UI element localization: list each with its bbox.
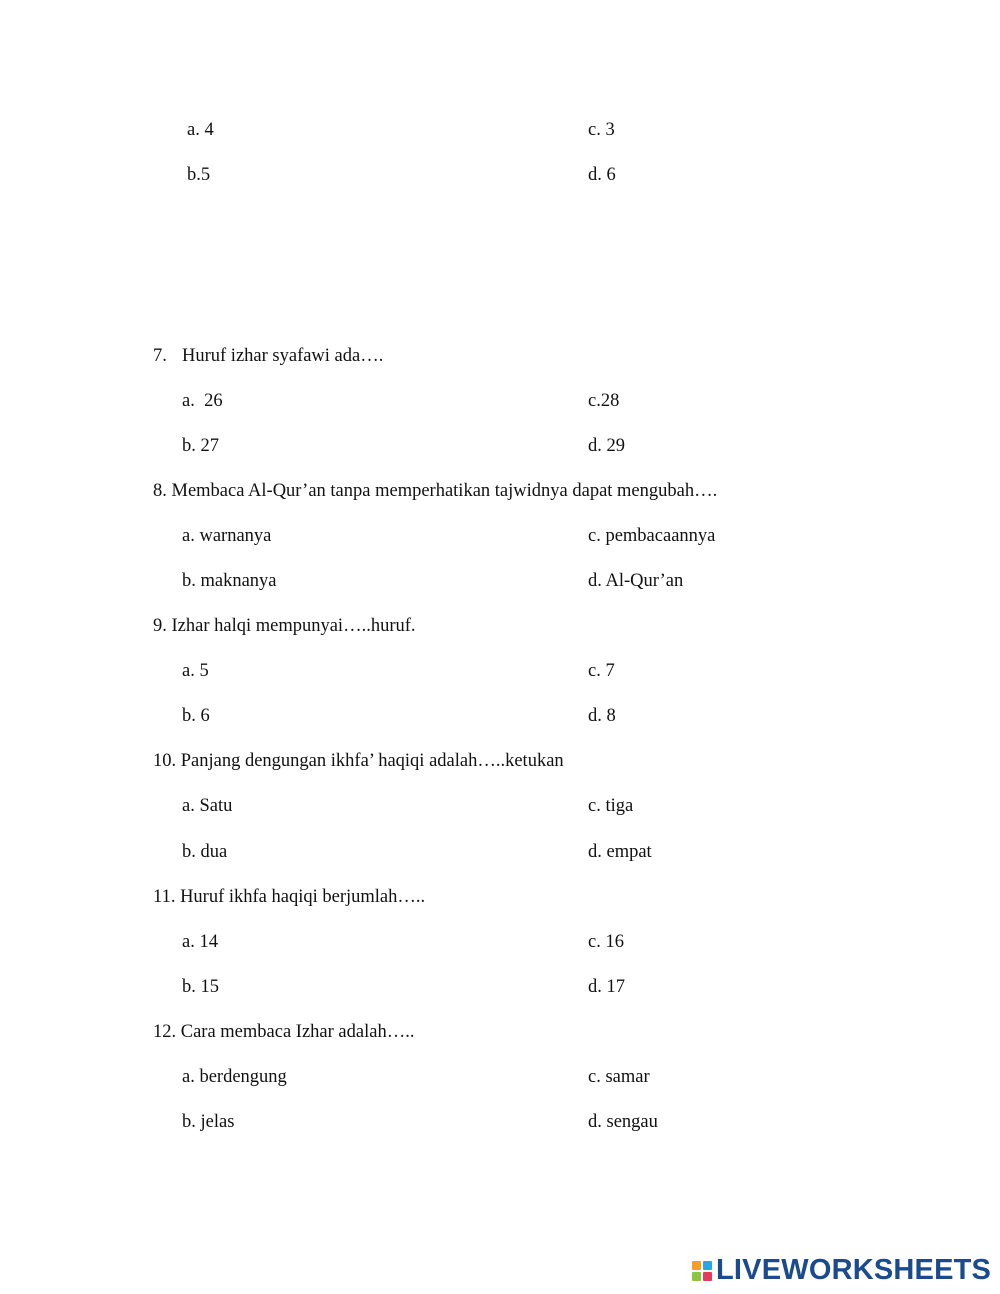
q11-question: 11. Huruf ikhfa haqiqi berjumlah….. [153, 887, 426, 907]
q7-option-a: a. 26 [182, 391, 223, 411]
q8-question: 8. Membaca Al-Qur’an tanpa memperhatikan tajwidnya dapat mengubah…. [153, 481, 718, 501]
q10-option-d: d. empat [588, 842, 652, 862]
q11-option-a: a. 14 [182, 932, 218, 952]
q10-option-c: c. tiga [588, 796, 634, 816]
q6-option-b: b.5 [187, 165, 211, 185]
q7-number: 7. [153, 346, 167, 366]
q7-option-b: b. 27 [182, 436, 219, 456]
q7-option-d: d. 29 [588, 436, 625, 456]
q8-option-d: d. Al-Qur’an [588, 571, 684, 591]
q6-option-c: c. 3 [588, 120, 615, 140]
q12-question: 12. Cara membaca Izhar adalah….. [153, 1022, 415, 1042]
q10-question: 10. Panjang dengungan ikhfa’ haqiqi adalah…..ketukan [153, 751, 564, 771]
q12-option-a: a. berdengung [182, 1067, 287, 1087]
q12-option-c: c. samar [588, 1067, 650, 1087]
logo-text: LIVEWORKSHEETS [716, 1253, 992, 1286]
q11-option-c: c. 16 [588, 932, 624, 952]
q12-option-b: b. jelas [182, 1112, 235, 1132]
logo-blocks-icon [692, 1261, 712, 1281]
liveworksheets-logo [692, 1255, 991, 1285]
q9-option-a: a. 5 [182, 661, 209, 681]
q7-question: Huruf izhar syafawi ada…. [182, 346, 384, 366]
q12-option-d: d. sengau [588, 1112, 658, 1132]
q6-option-a: a. 4 [187, 120, 214, 140]
q11-option-b: b. 15 [182, 977, 219, 997]
q9-option-d: d. 8 [588, 706, 616, 726]
q7-option-c: c.28 [588, 391, 620, 411]
q6-option-d: d. 6 [588, 165, 616, 185]
q8-option-b: b. maknanya [182, 571, 277, 591]
q8-option-c: c. pembacaannya [588, 526, 716, 546]
q9-option-c: c. 7 [588, 661, 615, 681]
q10-option-b: b. dua [182, 842, 228, 862]
q8-option-a: a. warnanya [182, 526, 272, 546]
q11-option-d: d. 17 [588, 977, 625, 997]
q9-option-b: b. 6 [182, 706, 210, 726]
q10-option-a: a. Satu [182, 796, 233, 816]
q9-question: 9. Izhar halqi mempunyai…..huruf. [153, 616, 416, 636]
